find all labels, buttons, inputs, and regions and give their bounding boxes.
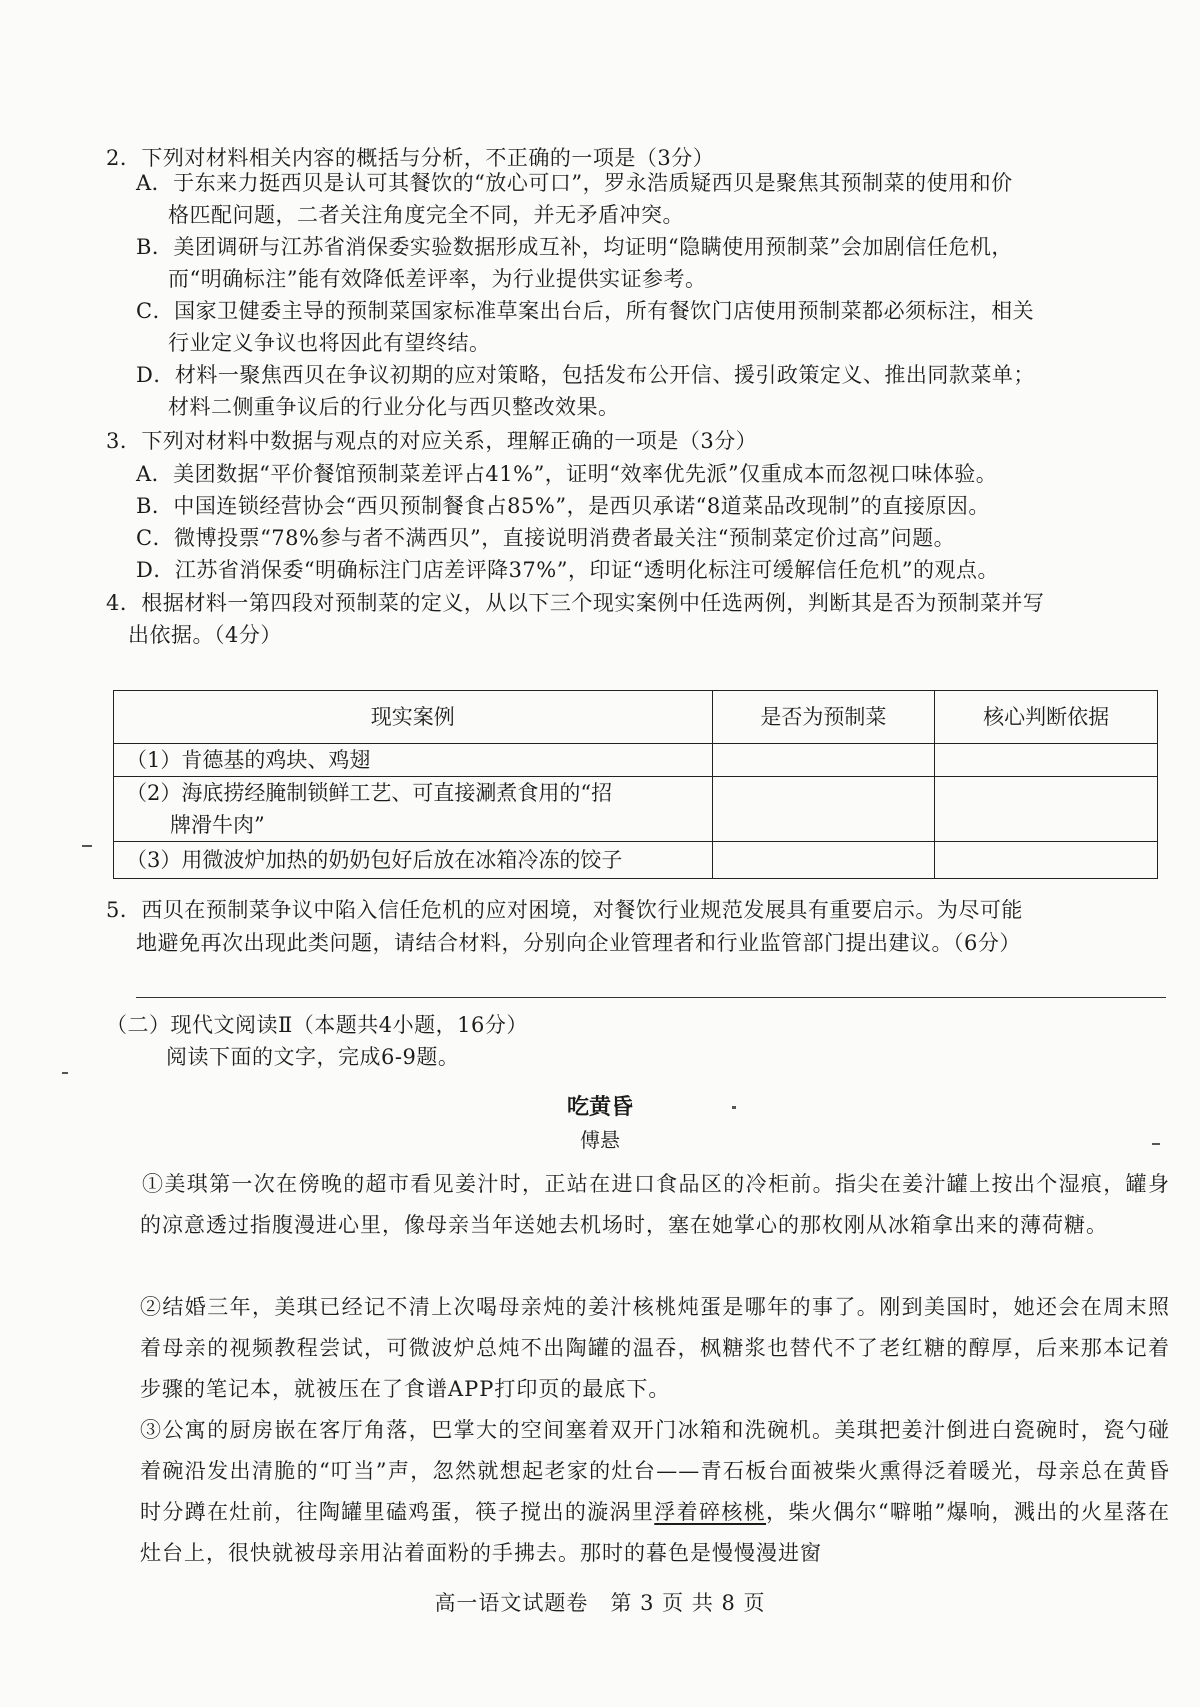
scan-speck [62,1072,68,1074]
case-2-answer-cell[interactable] [712,777,935,842]
question-2-option-c-line2: 行业定义争议也将因此有望终结。 [168,331,491,355]
paragraph-2: ②结婚三年，美琪已经记不清上次喝母亲炖的姜汁核桃炖蛋是哪年的事了。刚到美国时，她还会在周末照着母亲的视频教程尝试，可微波炉总炖不出陶罐的温吞，枫糖浆也替代不了老红糖的醇厚，后来那本记着步骤的笔记本，就被压在了食谱APP打印页的最底下。 [140,1295,1170,1401]
header-basis: 核心判断依据 [935,691,1158,744]
page-footer: 高一语文试题卷 第 3 页 共 8 页 [434,1591,766,1615]
case-table-header-row [114,691,1158,744]
question-3-option-d: D．江苏省消保委“明确标注门店差评降37%”，印证“透明化标注可缓解信任危机”的观点。 [136,558,999,582]
scan-speck [82,845,92,847]
question-4-stem-line2: 出依据。（4分） [128,623,282,647]
case-1-cell [114,744,713,777]
question-5-line1: 5．西贝在预制菜争议中陷入信任危机的应对困境，对餐饮行业规范发展具有重要启示。为尽可能 [106,898,1023,922]
scan-speck [732,1106,736,1109]
question-2-stem: 2．下列对材料相关内容的概括与分析，不正确的一项是（3分） [106,146,715,170]
paragraph-3-text-b: ，柴火偶尔“噼啪”爆响，溅出的火星落在灶台上，很快就被母亲用沾着面粉的手拂去。那时的暮色是慢慢漫进窗 [140,1500,1170,1565]
case-3-text: （3）用微波炉加热的奶奶包好后放在冰箱冷冻的饺子 [126,848,623,872]
case-1-answer-cell[interactable] [712,744,935,777]
article-title: 吃黄昏 [566,1094,633,1120]
paragraph-3 [140,1410,1170,1574]
case-1-basis-cell[interactable] [935,744,1158,777]
question-3-stem: 3．下列对材料中数据与观点的对应关系，理解正确的一项是（3分） [106,429,758,453]
question-3-option-a: A．美团数据“平价餐馆预制菜差评占41%”，证明“效率优先派”仅重成本而忽视口味体验。 [136,462,998,486]
question-2-option-d-line1: D．材料一聚焦西贝在争议初期的应对策略，包括发布公开信、援引政策定义、推出同款菜单； [136,363,1035,387]
header-is-prepared: 是否为预制菜 [712,691,935,744]
case-3-basis-cell[interactable] [935,842,1158,879]
question-2-option-d-line2: 材料二侧重争议后的行业分化与西贝整改效果。 [168,395,620,419]
question-2-option-c-line1: C．国家卫健委主导的预制菜国家标准草案出台后，所有餐饮门店使用预制菜都必须标注，相关 [136,299,1035,323]
question-2-option-a-line1: A．于东来力挺西贝是认可其餐饮的“放心可口”，罗永浩质疑西贝是聚焦其预制菜的使用和价 [136,171,1013,195]
table-row [114,842,1158,879]
scan-speck [1152,1143,1160,1145]
question-2-option-a-line2: 格匹配问题，二者关注角度完全不同，并无矛盾冲突。 [168,203,684,227]
header-case: 现实案例 [114,691,713,744]
question-5-line2: 地避免再次出现此类问题，请结合材料，分别向企业管理者和行业监管部门提出建议。（6分） [136,931,1021,955]
case-3-answer-cell[interactable] [712,842,935,879]
table-row [114,777,1158,842]
case-3-cell [114,842,713,879]
question-2-option-b-line1: B．美团调研与江苏省消保委实验数据形成互补，均证明“隐瞒使用预制菜”会加剧信任危机， [136,235,1013,259]
question-3-option-c: C．微博投票“78%参与者不满西贝”，直接说明消费者最关注“预制菜定价过高”问题。 [136,526,956,550]
question-3-option-b: B．中国连锁经营协会“西贝预制餐食占85%”，是西贝承诺“8道菜品改现制”的直接原因。 [136,494,990,518]
case-2-basis-cell[interactable] [935,777,1158,842]
case-2-cell [114,777,713,842]
case-table [113,690,1158,879]
article-author: 傅悬 [580,1128,620,1152]
section-2-instruction: 阅读下面的文字，完成6-9题。 [166,1045,460,1069]
question-4-stem-line1: 4．根据材料一第四段对预制菜的定义，从以下三个现实案例中任选两例，判断其是否为预制菜并写 [106,591,1045,615]
case-2-text-line2: 牌滑牛肉” [170,813,265,837]
case-1-text: （1）肯德基的鸡块、鸡翅 [126,748,371,772]
table-row [114,744,1158,777]
question-2-option-b-line2: 而“明确标注”能有效降低差评率，为行业提供实证参考。 [168,267,707,291]
paragraph-1: ①美琪第一次在傍晚的超市看见姜汁时，正站在进口食品区的冷柜前。指尖在姜汁罐上按出个湿痕，罐身的凉意透过指腹漫进心里，像母亲当年送她去机场时，塞在她掌心的那枚刚从冰箱拿出来的薄荷糖。 [140,1172,1170,1237]
answer-rule [136,997,1166,998]
case-2-text-line1: （2）海底捞经腌制锁鲜工艺、可直接涮煮食用的“招 [126,781,613,805]
paragraph-3-text-a: ③公寓的厨房嵌在客厅角落，巴掌大的空间塞着双开门冰箱和洗碗机。美琪把姜汁倒进白瓷碗时，瓷勺碰着碗沿发出清脆的“叮当”声，忽然就想起老家的灶台——青石板台面被柴火熏得泛着暖光，母亲总在黄昏时分蹲在灶前，往陶罐里磕鸡蛋，筷子搅出的漩涡里 [140,1418,1170,1524]
section-2-heading: （二）现代文阅读Ⅱ（本题共4小题，16分） [106,1013,528,1037]
paragraph-3-underlined: 浮着碎核桃 [654,1500,767,1524]
